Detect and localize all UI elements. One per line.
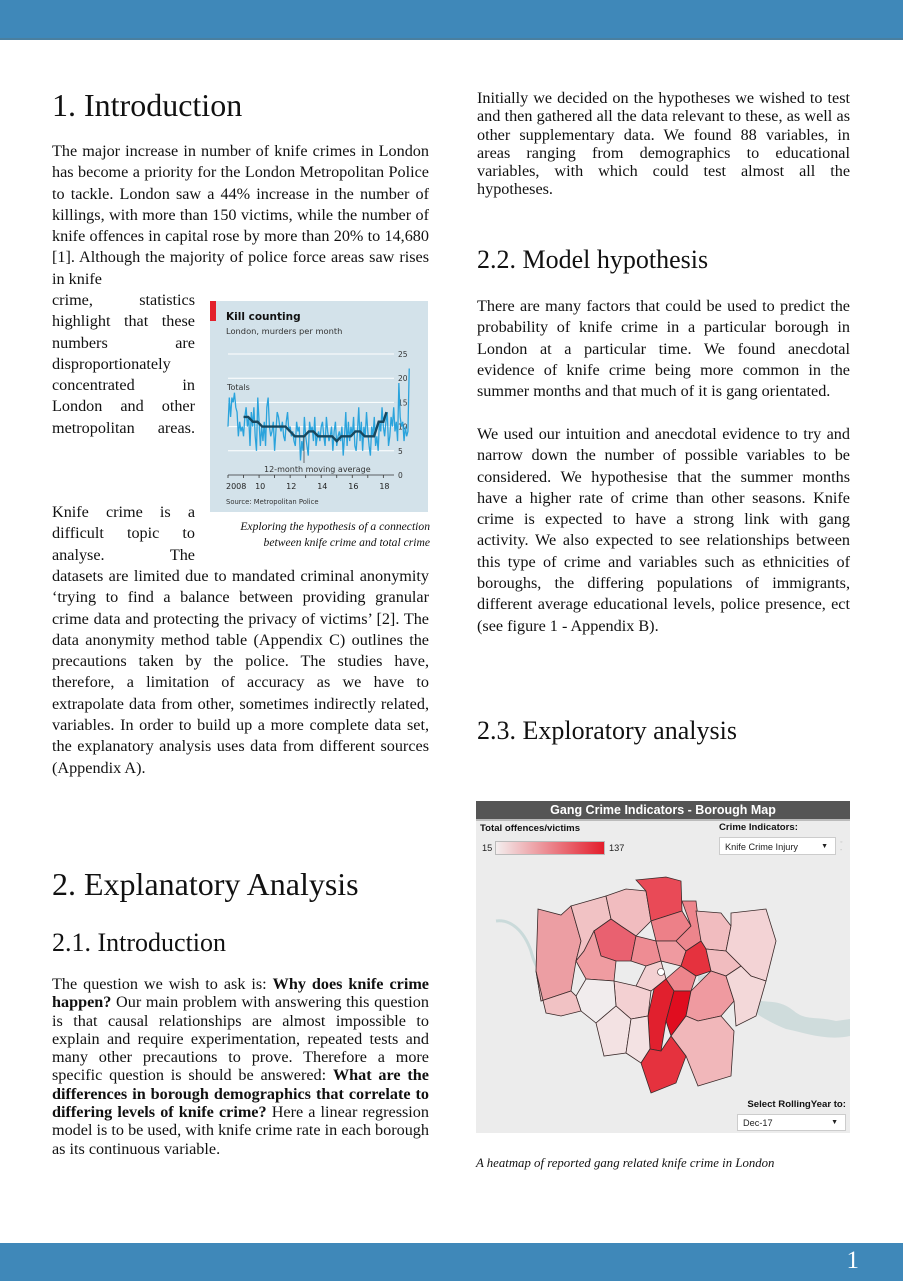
chevron-down-icon: ▼ xyxy=(821,843,828,850)
model-paragraph-2: We used our intuition and anecdotal evidence to try and narrow down the number of possible variables to be considered. We hypothesise that the summer months have a higher rate of crime than other seasons. Knife crime is expected to have a strong link with gang activity. We also expected to see relationships between this type of crime and variables such as ethnicities of boroughs, the differing populations of immigrants, different average educational levels, police presence, ect (see figure 1 - Appendix B). xyxy=(477,425,850,635)
x-tick-label: 18 xyxy=(379,482,390,491)
intro-paragraph-2: datasets are limited due to mandated criminal anonymity ‘trying to find a balance between providing granular crime data and protecting the privacy of victims’ [2]. The data anonymity method table (Appendix C) outlines the precautions taken by the police. The studies have, therefore, a limitation of accuracy as we have to extrapolate data from other, sometimes indirectly related, variables. In order to build up a more complete data set, the explanatory analysis uses data from different sources (Appendix A). xyxy=(52,567,429,777)
x-tick-label: 10 xyxy=(255,482,266,491)
legend-max: 137 xyxy=(609,843,625,853)
intro-paragraph-2-wrap: Knife crime is a difficult topic to analyse. The xyxy=(52,503,195,564)
crime-indicator-label: Crime Indicators: xyxy=(719,822,798,833)
research-question: Why does knife crime happen? xyxy=(52,975,429,1012)
x-tick-label: 12 xyxy=(286,482,297,491)
y-tick-label: 15 xyxy=(398,398,408,408)
section-2-heading: 2. Explanatory Analysis xyxy=(52,866,359,902)
chart-source: Source: Metropolitan Police xyxy=(226,498,319,506)
legend-min: 15 xyxy=(482,843,493,853)
paragraph-text: Here a linear regression model is to be used, with knife crime rate in each borough as its continuous variable. xyxy=(52,1103,429,1158)
crime-indicator-dropdown[interactable] xyxy=(719,837,836,855)
x-tick-label: 2008 xyxy=(226,482,247,491)
map-title-divider xyxy=(476,819,850,821)
legend-color-scale xyxy=(495,841,605,855)
section-2-2-heading: 2.2. Model hypothesis xyxy=(477,245,709,274)
kill-counting-chart xyxy=(210,301,428,512)
legend-title: Total offences/victims xyxy=(480,823,581,834)
figure-1-caption xyxy=(210,519,430,550)
research-question: What are the differences in borough demographics that correlate to differing levels of knife crime? xyxy=(52,1066,429,1122)
section-2-1-heading: 2.1. Introduction xyxy=(52,928,227,957)
y-tick-label: 25 xyxy=(398,350,408,359)
right-intro-paragraph: Initially we decided on the hypotheses we wished to test and then gathered all the data relevant to these, as well as other supplementary data. We found 88 variables, in areas ranging from demographics to educational variables, with which could test almost all the hypotheses. xyxy=(477,89,850,199)
footer-bar xyxy=(0,1243,903,1281)
figure-2-caption: A heatmap of reported gang related knife crime in London xyxy=(476,1156,775,1170)
x-tick-label: 14 xyxy=(317,482,328,491)
page-number: 1 xyxy=(846,1247,859,1274)
header-bar xyxy=(0,0,903,40)
borough-shapes xyxy=(536,877,776,1093)
y-tick-label: 20 xyxy=(398,374,408,384)
paragraph-text: Our main problem with answering this question is that causal relationships are almost impossible to explain and require experimentation, repeated tests and many other precautions to prove. Therefore a more specific question is should be answered: xyxy=(52,993,429,1085)
y-tick-label: 0 xyxy=(398,471,403,480)
y-tick-label: 10 xyxy=(398,422,408,432)
map-title: Gang Crime Indicators - Borough Map xyxy=(476,801,850,819)
dropdown-scroll-icon[interactable]: ◦ - xyxy=(840,839,843,854)
chart-subtitle: London, murders per month xyxy=(226,326,343,336)
figure-1-caption-line-2: between knife crime and total crime xyxy=(263,535,430,549)
rolling-year-value: Dec-17 xyxy=(743,1118,773,1128)
chevron-down-icon: ▼ xyxy=(831,1119,838,1126)
section-2-3-heading: 2.3. Exploratory analysis xyxy=(477,716,737,745)
section-2-1-text xyxy=(52,975,429,1158)
intro-paragraph-1-wrap: crime, statistics highlight that these numbers are disproportionately concentrated in London and other metropolitan areas. xyxy=(52,291,195,437)
model-paragraph-1: There are many factors that could be used to predict the probability of knife crime in a particular borough in London at a particular time. We found anecdotal evidence of knife crime being more common in the summer months and that much of it is gang orientated. xyxy=(477,297,850,401)
x-tick-label: 16 xyxy=(348,482,359,491)
totals-annotation: Totals xyxy=(227,383,250,392)
rolling-year-label: Select RollingYear to: xyxy=(747,1099,846,1110)
y-tick-label: 5 xyxy=(398,446,403,456)
paragraph-text: The question we wish to ask is: xyxy=(52,975,273,993)
intro-paragraph-1: The major increase in number of knife crimes in London has become a priority for the London Metropolitan Police to tackle. London saw a 44% increase in the number of killings, with more than 150 victims, while the number of knife offences in capital rose by more than 20% to 14,680 [1]. Although the majority of police force areas saw rises in knife xyxy=(52,142,429,288)
borough-shape[interactable] xyxy=(536,906,581,1001)
right-intro-block xyxy=(477,89,850,199)
chart-title: Kill counting xyxy=(226,311,301,323)
chart-plot xyxy=(210,301,428,512)
figure-1-caption-line-1: Exploring the hypothesis of a connection xyxy=(240,520,430,533)
city-of-london-shape[interactable] xyxy=(658,969,665,976)
borough-map-panel xyxy=(476,801,850,1133)
crime-indicator-value: Knife Crime Injury xyxy=(725,842,799,852)
moving-average-annotation: 12-month moving average xyxy=(264,465,371,474)
section-1-heading: 1. Introduction xyxy=(52,87,243,123)
totals-line xyxy=(228,369,409,461)
section-2-1-paragraph xyxy=(52,975,429,1158)
rolling-year-dropdown[interactable] xyxy=(737,1114,846,1131)
